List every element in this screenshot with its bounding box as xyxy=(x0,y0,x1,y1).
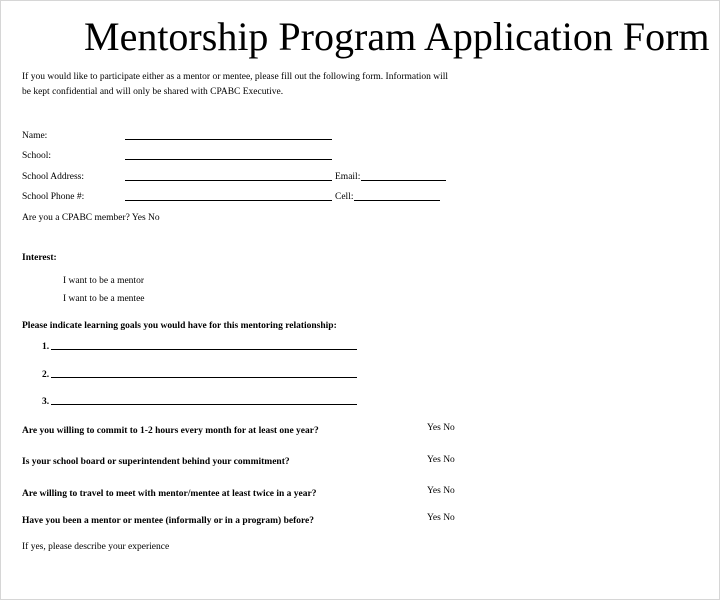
email-field[interactable] xyxy=(361,180,446,181)
board-support-question: Is your school board or superintendent behind your commitment? xyxy=(22,457,290,467)
school-field[interactable] xyxy=(125,159,332,160)
goal-number: 2. xyxy=(42,370,50,380)
school-label: School: xyxy=(22,151,52,161)
member-question: Are you a CPABC member? Yes No xyxy=(22,213,160,223)
interest-mentor-option[interactable]: I want to be a mentor xyxy=(63,276,144,286)
cell-label: Cell: xyxy=(335,192,354,202)
interest-heading: Interest: xyxy=(22,253,57,263)
goal-1-field[interactable] xyxy=(51,349,357,350)
goal-number: 1. xyxy=(42,342,50,352)
email-label: Email: xyxy=(335,172,361,182)
page-title: Mentorship Program Application Form xyxy=(84,14,710,59)
commitment-question: Are you willing to commit to 1-2 hours every month for at least one year? xyxy=(22,426,319,436)
travel-question: Are willing to travel to meet with mentor/mentee at least twice in a year? xyxy=(22,489,317,499)
cell-field[interactable] xyxy=(354,200,440,201)
name-label: Name: xyxy=(22,131,48,141)
commitment-yes-no[interactable]: Yes No xyxy=(427,423,455,433)
goal-number: 3. xyxy=(42,397,50,407)
intro-text: If you would like to participate either as a mentor or mentee, please fill out the following form. Information will be kept confidential and will only be shared with CPABC Executive. xyxy=(22,72,449,97)
travel-yes-no[interactable]: Yes No xyxy=(427,486,455,496)
goal-3-field[interactable] xyxy=(51,404,357,405)
school-address-label: School Address: xyxy=(22,172,85,182)
board-support-yes-no[interactable]: Yes No xyxy=(427,455,455,465)
school-phone-label: School Phone #: xyxy=(22,192,85,202)
goal-2-field[interactable] xyxy=(51,377,357,378)
experience-prompt: If yes, please describe your experience xyxy=(22,542,170,552)
prior-experience-question: Have you been a mentor or mentee (informally or in a program) before? xyxy=(22,516,314,526)
school-address-field[interactable] xyxy=(125,180,332,181)
interest-mentee-option[interactable]: I want to be a mentee xyxy=(63,294,145,304)
name-field[interactable] xyxy=(125,139,332,140)
prior-experience-yes-no[interactable]: Yes No xyxy=(427,513,455,523)
goals-heading: Please indicate learning goals you would have for this mentoring relationship: xyxy=(22,321,337,331)
school-phone-field[interactable] xyxy=(125,200,332,201)
